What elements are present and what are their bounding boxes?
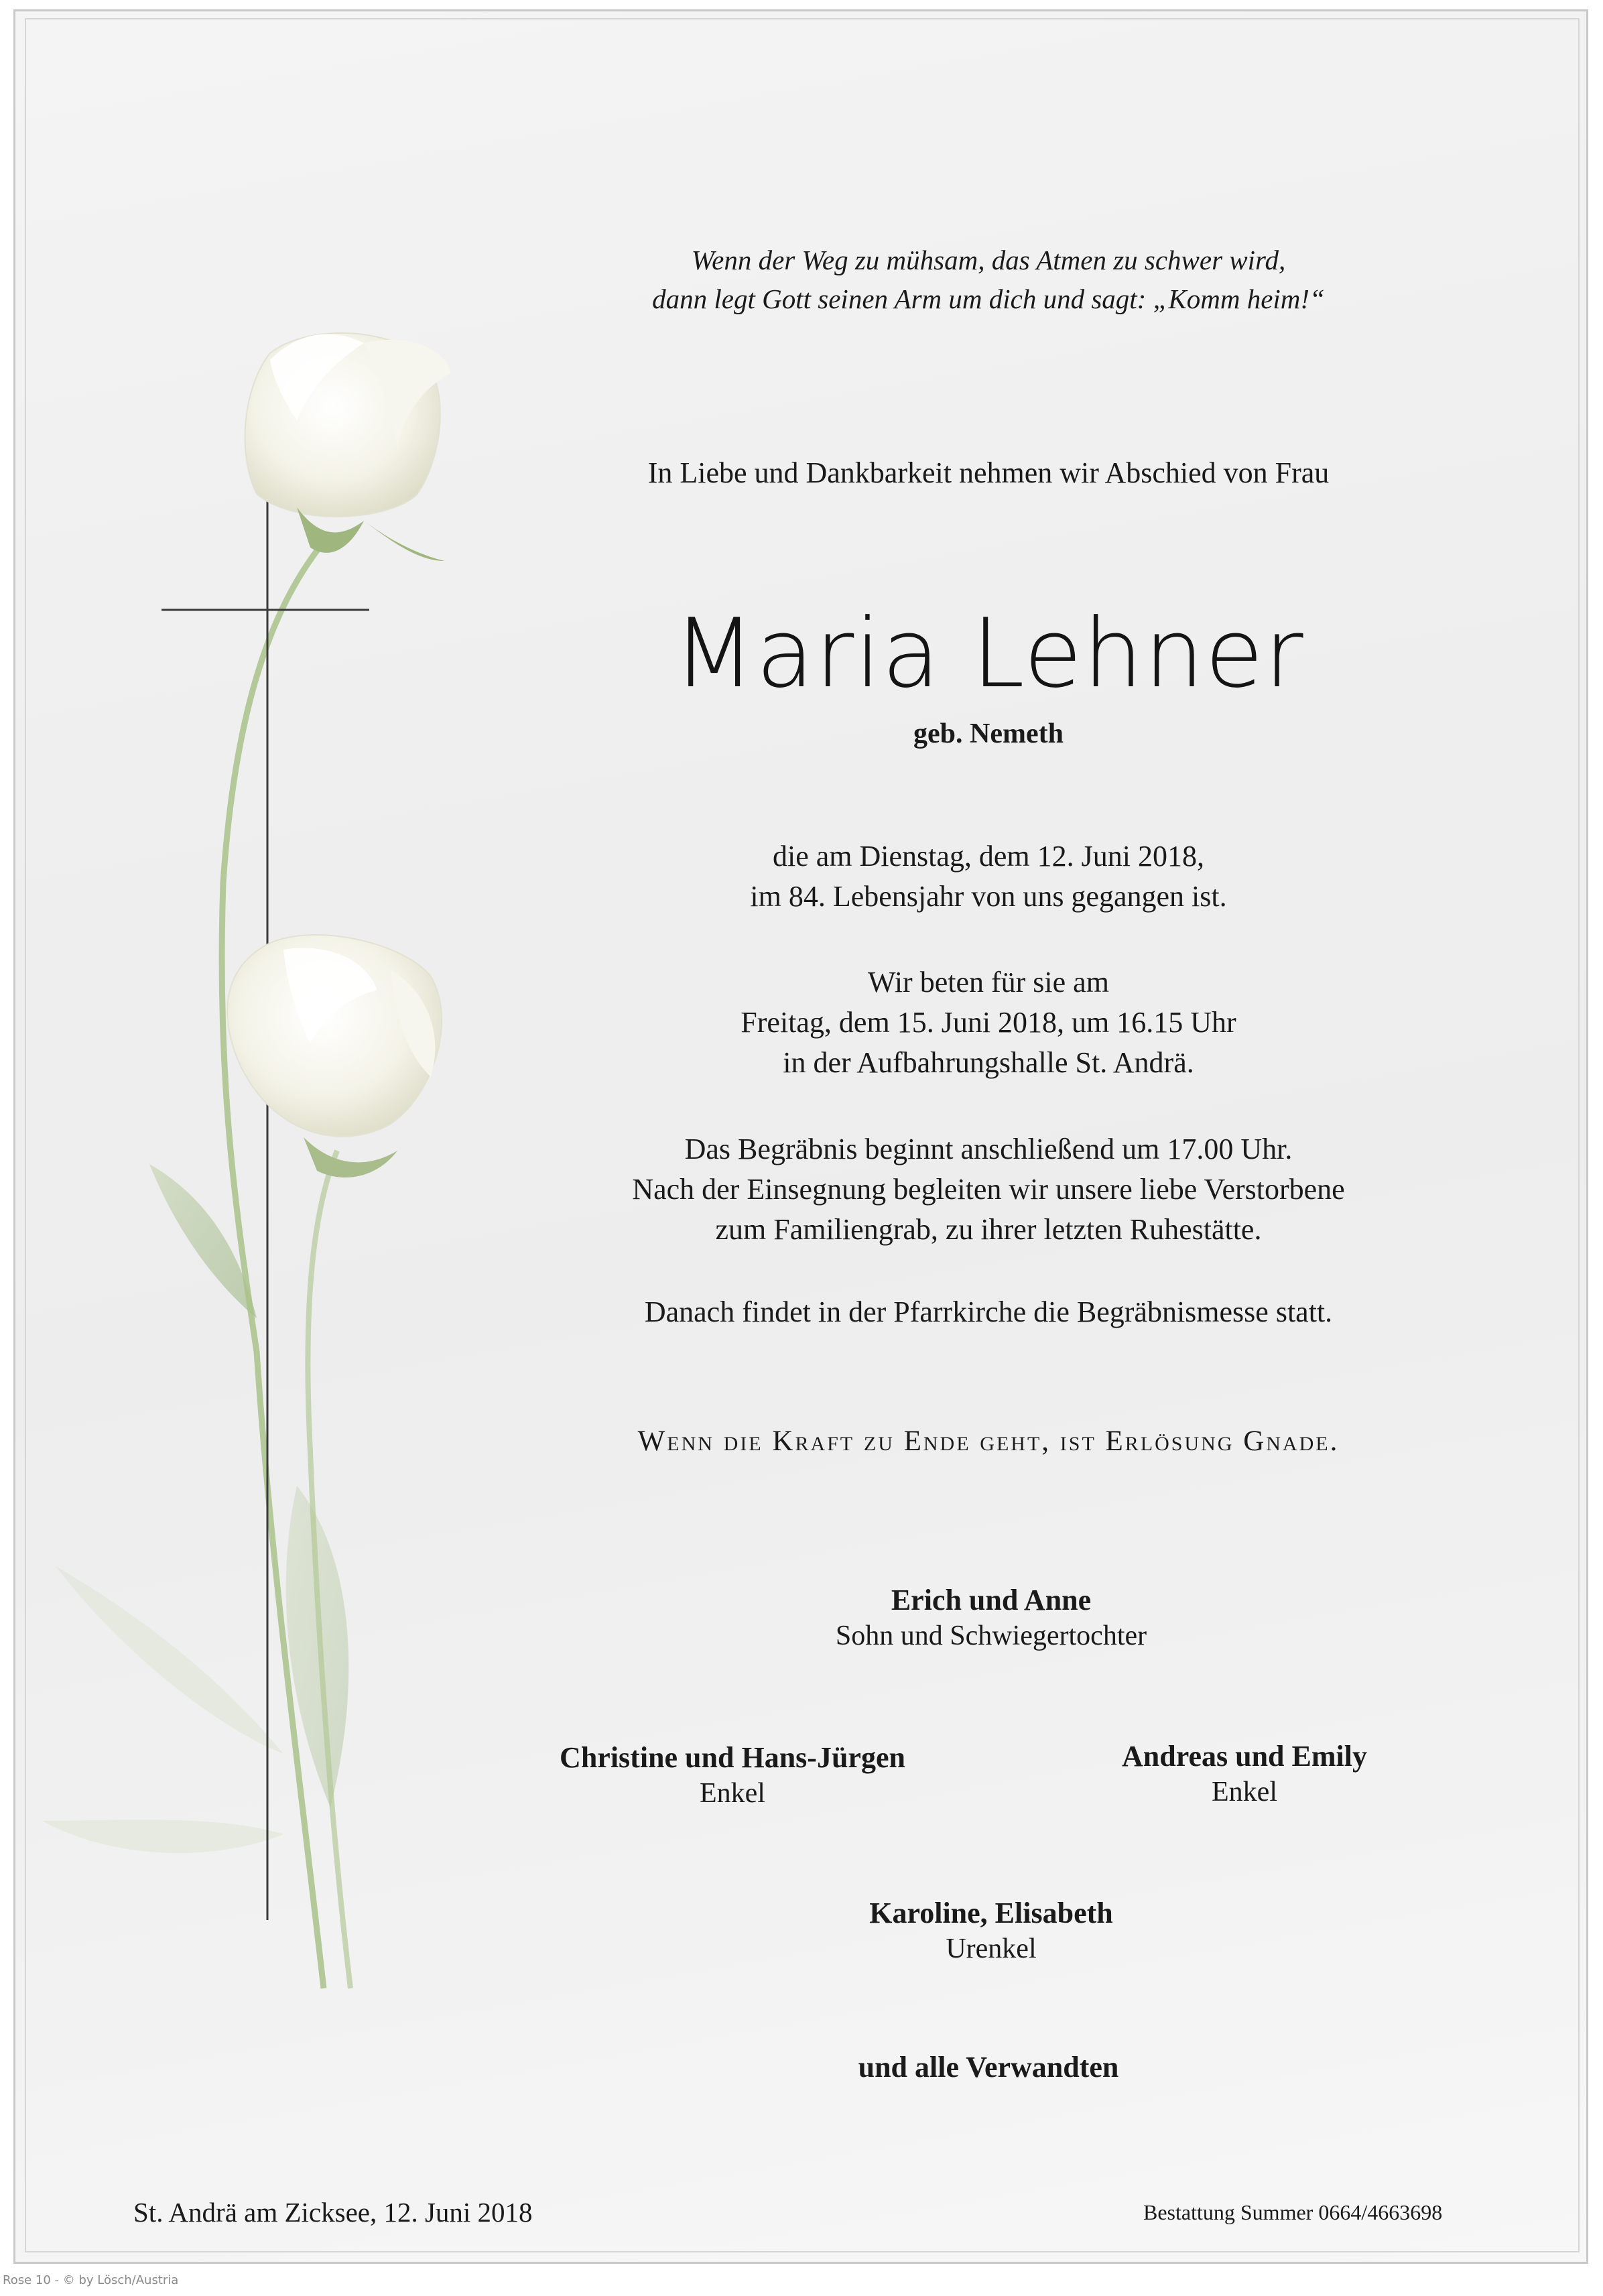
rose-illustration (15, 11, 498, 2263)
mourner-relation: Enkel (700, 1778, 765, 1809)
motto: Wenn die Kraft zu Ende geht, ist Erlösung Gnade. (637, 1425, 1340, 1457)
maiden-name: geb. Nemeth (913, 718, 1064, 749)
mass-notice: Danach findet in der Pfarrkirche die Begräbnismesse statt. (644, 1295, 1333, 1328)
intro-line: In Liebe und Dankbarkeit nehmen wir Abschied von Frau (647, 456, 1330, 489)
mourner-names: Christine und Hans-Jürgen (560, 1741, 905, 1774)
mourner-relation: Urenkel (946, 1933, 1037, 1964)
undertaker-contact: Bestattung Summer 0664/4663698 (1143, 2200, 1443, 2224)
death-line-1: die am Dienstag, dem 12. Juni 2018, (772, 840, 1205, 873)
mourner-relation: Sohn und Schwiegertochter (835, 1620, 1147, 1651)
mourner-names: Andreas und Emily (1122, 1740, 1367, 1773)
mourner-group (869, 1896, 1112, 1965)
mourner-group (1122, 1739, 1367, 1808)
funeral-notice (632, 1129, 1344, 1250)
verse-line-1: Wenn der Weg zu mühsam, das Atmen zu schwer wird, (691, 245, 1286, 275)
mourner-group (560, 1740, 905, 1809)
prayer-line-2: Freitag, dem 15. Juni 2018, um 16.15 Uhr (741, 1006, 1236, 1039)
funeral-line-1: Das Begräbnis beginnt anschließend um 17.00 Uhr. (684, 1133, 1293, 1165)
prayer-line-1: Wir beten für sie am (868, 966, 1109, 999)
place-date: St. Andrä am Zicksee, 12. Juni 2018 (133, 2197, 533, 2228)
prayer-line-3: in der Aufbahrungshalle St. Andrä. (783, 1046, 1194, 1079)
mourner-relation: Enkel (1212, 1777, 1277, 1807)
leaf-faint-2 (42, 1820, 283, 1852)
mourner-names: Karoline, Elisabeth (869, 1897, 1113, 1929)
rose-top (245, 333, 451, 561)
death-notice (750, 836, 1226, 917)
obituary-card (13, 9, 1588, 2264)
opening-verse (652, 241, 1325, 318)
closing-line: und alle Verwandten (858, 2051, 1119, 2084)
leaf-faint-1 (56, 1566, 283, 1754)
death-line-2: im 84. Lebensjahr von uns gegangen ist. (750, 880, 1227, 913)
funeral-line-2: Nach der Einsegnung begleiten wir unsere liebe Verstorbene (632, 1173, 1345, 1206)
verse-line-2: dann legt Gott seinen Arm um dich und sagt: „Komm heim!“ (652, 283, 1325, 314)
mourner-group (836, 1583, 1147, 1652)
rose-bottom (227, 935, 442, 1177)
mourner-names: Erich und Anne (891, 1584, 1092, 1616)
image-credit: Rose 10 - © by Lösch/Austria (3, 2273, 179, 2287)
funeral-line-3: zum Familiengrab, zu ihrer letzten Ruhestätte. (715, 1213, 1262, 1246)
deceased-name: Maria Lehner (673, 598, 1304, 709)
prayer-notice (741, 962, 1236, 1083)
